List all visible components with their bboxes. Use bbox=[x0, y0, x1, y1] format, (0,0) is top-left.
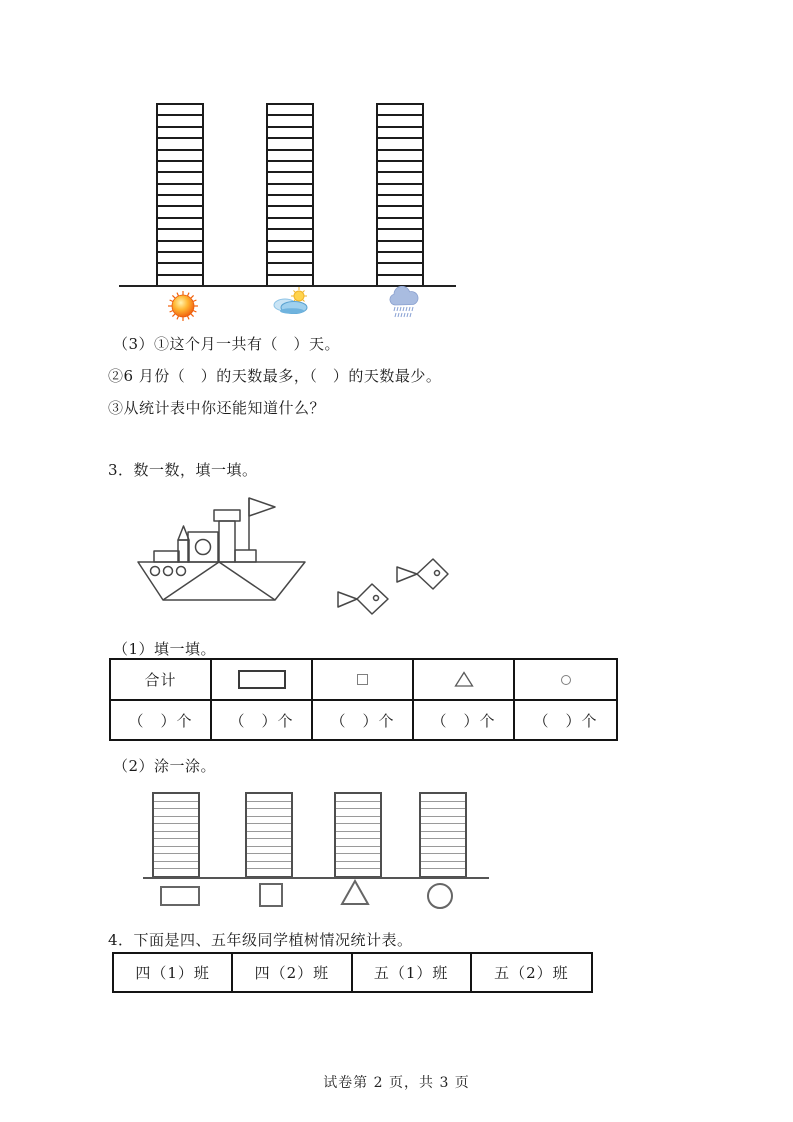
grid-cell bbox=[247, 839, 291, 847]
grid-cell bbox=[247, 817, 291, 825]
grid-cell bbox=[247, 802, 291, 810]
grid-cell bbox=[378, 128, 422, 139]
grid-cell bbox=[268, 151, 312, 162]
grid-cell bbox=[378, 207, 422, 218]
grid-cell bbox=[378, 253, 422, 264]
table-header-triangle bbox=[414, 660, 515, 701]
grid-cell bbox=[378, 151, 422, 162]
paint-grid-baseline bbox=[143, 877, 489, 879]
grid-cell bbox=[158, 162, 202, 173]
grid-cell bbox=[158, 128, 202, 139]
fill-cell-circle: （ ）个 bbox=[533, 711, 598, 730]
grid-cell bbox=[336, 802, 380, 810]
grid-cell bbox=[421, 862, 465, 870]
grid-cell bbox=[247, 854, 291, 862]
grid-cell bbox=[158, 173, 202, 184]
circle-shape-icon bbox=[561, 675, 571, 685]
boat-and-fish-figure bbox=[125, 490, 465, 630]
class-cell: 五（1）班 bbox=[353, 954, 472, 991]
grid-cell bbox=[336, 824, 380, 832]
grid-cell bbox=[378, 139, 422, 150]
grid-cell bbox=[268, 230, 312, 241]
grid-cell bbox=[158, 116, 202, 127]
triangle-shape-icon bbox=[454, 671, 474, 688]
paint-column-triangle bbox=[334, 792, 382, 878]
grid-cell bbox=[268, 162, 312, 173]
page-footer: 试卷第 2 页，共 3 页 bbox=[323, 1075, 470, 1091]
grid-cell bbox=[336, 809, 380, 817]
grid-cell bbox=[336, 832, 380, 840]
grid-cell bbox=[154, 854, 198, 862]
q4-title: 4．下面是四、五年级同学植树情况统计表。 bbox=[108, 931, 413, 949]
grid-cell bbox=[158, 185, 202, 196]
grid-cell bbox=[158, 196, 202, 207]
grid-cell bbox=[154, 824, 198, 832]
grid-cell bbox=[336, 862, 380, 870]
q2-part3-line1: （3）①这个月一共有（ ）天。 bbox=[113, 335, 341, 353]
class-cell: 五（2）班 bbox=[494, 964, 569, 982]
table-header-rectangle bbox=[212, 660, 313, 701]
table-header-total: 合计 bbox=[111, 660, 212, 701]
grid-cell bbox=[378, 173, 422, 184]
paint-column-rectangle bbox=[152, 792, 200, 878]
q3-part1-label: （1）填一填。 bbox=[113, 640, 217, 658]
grid-cell bbox=[378, 105, 422, 116]
grid-cell bbox=[154, 862, 198, 870]
class-cell: 四（1）班 bbox=[114, 954, 233, 991]
class-cell: 四（2）班 bbox=[233, 954, 352, 991]
grid-cell bbox=[247, 824, 291, 832]
grid-cell bbox=[268, 253, 312, 264]
grid-cell bbox=[378, 185, 422, 196]
grid-cell bbox=[154, 839, 198, 847]
grid-cell bbox=[158, 151, 202, 162]
fill-cell-rectangle: （ ）个 bbox=[212, 701, 313, 739]
grid-cell bbox=[421, 847, 465, 855]
grid-cell bbox=[247, 847, 291, 855]
paint-column-square bbox=[245, 792, 293, 878]
grid-cell bbox=[378, 242, 422, 253]
grid-cell bbox=[247, 832, 291, 840]
sun-icon bbox=[167, 290, 199, 322]
grid-cell bbox=[158, 276, 202, 285]
grid-cell bbox=[421, 817, 465, 825]
rectangle-shape-icon bbox=[160, 886, 200, 906]
grid-cell bbox=[247, 869, 291, 876]
fill-cell-square: （ ）个 bbox=[313, 701, 414, 739]
grid-cell bbox=[268, 276, 312, 285]
grid-cell bbox=[336, 869, 380, 876]
grid-column-cloudy bbox=[266, 103, 314, 287]
grid-cell bbox=[154, 847, 198, 855]
grid-cell bbox=[154, 817, 198, 825]
grid-cell bbox=[336, 839, 380, 847]
grid-cell bbox=[336, 847, 380, 855]
grid-cell bbox=[158, 105, 202, 116]
grid-cell bbox=[421, 794, 465, 802]
triangle-shape-icon bbox=[340, 879, 370, 906]
table-header-square bbox=[313, 660, 414, 701]
grid-cell bbox=[378, 219, 422, 230]
class-table bbox=[112, 952, 593, 993]
grid-cell bbox=[421, 809, 465, 817]
grid-cell bbox=[268, 173, 312, 184]
shape-count-table bbox=[109, 658, 618, 741]
grid-cell bbox=[268, 116, 312, 127]
grid-cell bbox=[154, 809, 198, 817]
grid-cell bbox=[421, 802, 465, 810]
grid-cell bbox=[158, 242, 202, 253]
grid-cell bbox=[158, 264, 202, 275]
grid-cell bbox=[378, 264, 422, 275]
grid-cell bbox=[268, 242, 312, 253]
grid-cell bbox=[158, 139, 202, 150]
grid-cell bbox=[421, 869, 465, 876]
q3-title: 3．数一数，填一填。 bbox=[108, 461, 258, 479]
grid-cell bbox=[268, 207, 312, 218]
grid-cell bbox=[268, 128, 312, 139]
grid-cell bbox=[158, 253, 202, 264]
grid-cell bbox=[421, 854, 465, 862]
grid-cell bbox=[158, 219, 202, 230]
paint-column-circle bbox=[419, 792, 467, 878]
grid-cell bbox=[378, 230, 422, 241]
grid-cell bbox=[158, 207, 202, 218]
grid-cell bbox=[268, 139, 312, 150]
grid-cell bbox=[421, 839, 465, 847]
fill-cell-total: （ ）个 bbox=[111, 701, 212, 739]
grid-cell bbox=[268, 105, 312, 116]
grid-cell bbox=[154, 794, 198, 802]
rain-icon bbox=[387, 286, 421, 320]
square-shape-icon bbox=[357, 674, 368, 685]
grid-cell bbox=[154, 802, 198, 810]
grid-cell bbox=[378, 116, 422, 127]
q2-part3-line2: ②6 月份（ ）的天数最多，（ ）的天数最少。 bbox=[108, 367, 442, 385]
square-shape-icon bbox=[259, 883, 283, 907]
rectangle-shape-icon bbox=[238, 670, 286, 689]
grid-cell bbox=[268, 264, 312, 275]
grid-cell bbox=[336, 794, 380, 802]
q2-part3-line3: ③从统计表中你还能知道什么？ bbox=[108, 399, 326, 417]
grid-cell bbox=[378, 196, 422, 207]
grid-cell bbox=[378, 276, 422, 285]
grid-cell bbox=[268, 185, 312, 196]
grid-cell bbox=[247, 862, 291, 870]
grid-cell bbox=[421, 832, 465, 840]
grid-cell bbox=[154, 869, 198, 876]
grid-cell bbox=[378, 162, 422, 173]
grid-column-sunny bbox=[156, 103, 204, 287]
table-header-circle bbox=[515, 660, 616, 701]
circle-shape-icon bbox=[427, 883, 453, 909]
grid-column-rainy bbox=[376, 103, 424, 287]
fill-cell-triangle: （ ）个 bbox=[414, 701, 515, 739]
grid-cell bbox=[336, 854, 380, 862]
q3-part2-label: （2）涂一涂。 bbox=[113, 757, 217, 775]
grid-cell bbox=[158, 230, 202, 241]
partly-cloudy-icon bbox=[272, 286, 312, 316]
grid-cell bbox=[268, 219, 312, 230]
grid-cell bbox=[268, 196, 312, 207]
grid-cell bbox=[247, 794, 291, 802]
grid-cell bbox=[154, 832, 198, 840]
grid-cell bbox=[336, 817, 380, 825]
grid-cell bbox=[421, 824, 465, 832]
grid-cell bbox=[247, 809, 291, 817]
